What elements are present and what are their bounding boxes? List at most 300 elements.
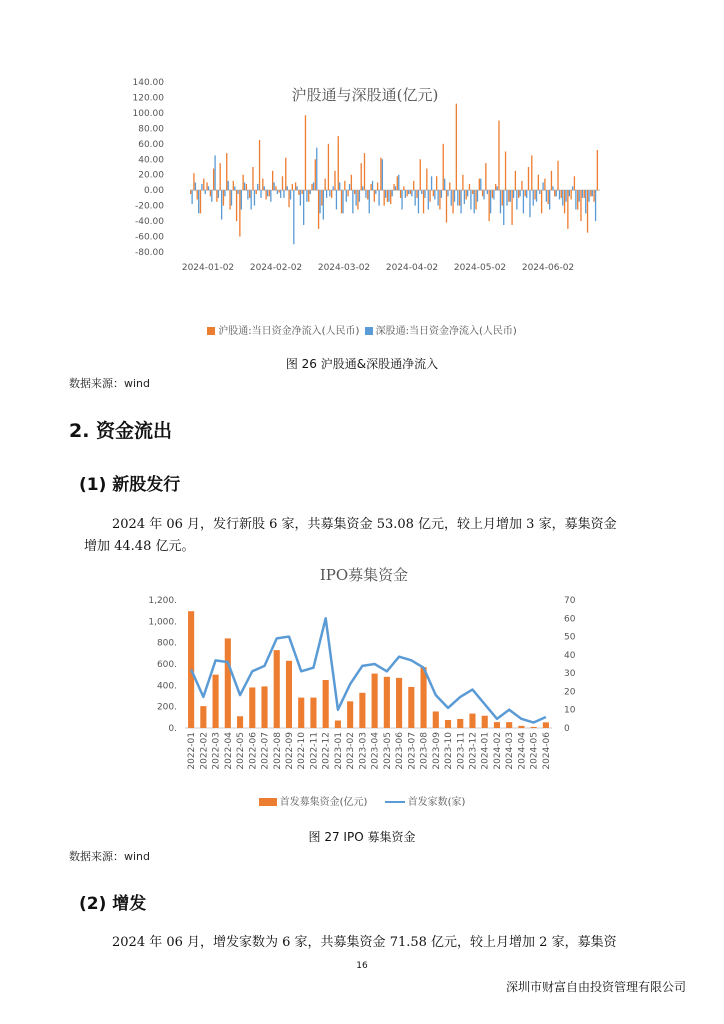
y-right-tick-label: 10 [564, 705, 576, 716]
bar-sz [424, 190, 425, 198]
chart1-title: 沪股通与深股通(亿元) [291, 86, 439, 104]
bar-sz [582, 190, 583, 198]
bar-sh [462, 175, 463, 190]
bar-sh [459, 190, 460, 205]
bar-sz [395, 186, 396, 190]
legend-item-sh: 沪股通:当日资金净流入(人民币) [218, 326, 360, 337]
x-tick-label: 2023-02 [346, 732, 357, 770]
bar-sh [384, 190, 385, 205]
x-tick-label: 2023-03 [358, 732, 369, 770]
x-tick-label: 2023-01 [333, 732, 344, 770]
y-tick-label: -80.00 [134, 248, 164, 258]
bar-sz [214, 155, 215, 190]
bar-sh [233, 181, 234, 190]
bar-sh [502, 190, 503, 205]
x-tick-label: 2024-06 [541, 732, 552, 770]
bar-sh [308, 190, 309, 202]
bar-sh [269, 190, 270, 196]
bar-sh [203, 179, 204, 191]
x-tick-label: 2024-01-02 [181, 263, 235, 273]
bar-sz [293, 190, 294, 244]
bar-sz [441, 190, 442, 198]
bar-sh [541, 190, 542, 213]
bar-sh [206, 182, 207, 190]
bar-sz [264, 186, 265, 190]
y-right-tick-label: 60 [564, 614, 576, 625]
bar-sh [587, 190, 588, 233]
bar-sh [518, 190, 519, 198]
bar-sz [529, 190, 530, 217]
bar-sz [323, 190, 324, 219]
ipo-amount-bar [543, 722, 549, 728]
bar-sh [469, 184, 470, 190]
bar-sz [290, 190, 291, 199]
x-tick-label: 2022-10 [297, 732, 308, 770]
bar-sh [521, 181, 522, 190]
bar-sz [211, 190, 212, 202]
bar-sz [273, 182, 274, 190]
bar-sh [259, 140, 260, 190]
bar-sz [434, 190, 435, 199]
y-tick-label: 120.00 [132, 93, 164, 104]
ipo-amount-bar [396, 678, 402, 728]
bar-sz [362, 186, 363, 190]
bar-sz [477, 190, 478, 202]
bar-sz [221, 190, 222, 219]
bar-sh [364, 153, 365, 190]
bar-sh [439, 190, 440, 209]
ipo-amount-bar [482, 716, 488, 728]
ipo-amount-bar [445, 720, 451, 728]
bar-sh [485, 163, 486, 190]
bar-sh [387, 190, 388, 202]
bar-sz [205, 190, 206, 194]
ipo-amount-bar [213, 675, 219, 728]
bar-sh [275, 186, 276, 190]
bar-sz [398, 175, 399, 190]
bar-sz [388, 190, 389, 202]
bar-sh [351, 175, 352, 190]
x-tick-label: 2023-07 [407, 732, 418, 770]
bar-sh [551, 171, 552, 190]
bar-sz [251, 190, 252, 209]
bar-sz [411, 190, 412, 196]
sub1-paragraph-line2: 增加 44.48 亿元。 [84, 539, 195, 554]
bar-sz [277, 190, 278, 194]
bar-sh [557, 161, 558, 190]
x-tick-label: 2022-12 [321, 732, 332, 770]
bar-sz [241, 190, 242, 209]
bar-sz [300, 190, 301, 205]
ipo-amount-bar [518, 726, 524, 728]
bar-sz [329, 190, 330, 196]
ipo-amount-bar [372, 674, 378, 728]
x-tick-label: 2022-05 [236, 732, 247, 770]
legend-item-ipo-count: 首发家数(家) [407, 797, 466, 808]
ipo-amount-bar [347, 701, 353, 728]
company-footer: 深圳市财富自由投资管理有限公司 [505, 980, 686, 994]
sub2-heading: (2) 增发 [79, 894, 147, 914]
bar-sh [397, 176, 398, 190]
bar-sz [483, 190, 484, 199]
bar-sh [528, 167, 529, 190]
x-tick-label: 2024-04 [517, 732, 528, 770]
bar-sz [296, 186, 297, 190]
bar-sh [341, 190, 342, 213]
bar-sz [523, 190, 524, 213]
bar-sz [487, 190, 488, 194]
bar-sz [208, 186, 209, 190]
bar-sz [405, 190, 406, 198]
y-right-tick-label: 20 [564, 687, 576, 698]
bar-sz [401, 190, 402, 209]
bar-sh [564, 190, 565, 213]
bar-sh [515, 171, 516, 190]
bar-sh [479, 179, 480, 191]
bar-sz [493, 190, 494, 199]
bar-sz [385, 190, 386, 198]
ipo-amount-bar [237, 716, 243, 728]
bar-sz [451, 190, 452, 205]
sub1-paragraph-line1: 2024 年 06 月，发行新股 6 家，共募集资金 53.08 亿元，较上月增加 3 家，募集资金 [112, 517, 617, 532]
bar-sh [475, 190, 476, 209]
bar-sz [546, 190, 547, 202]
bar-sh [213, 169, 214, 191]
bar-sh [534, 190, 535, 199]
sub1-paragraph [84, 514, 664, 558]
bar-sh [252, 167, 253, 190]
bar-sz [198, 190, 199, 213]
x-tick-label: 2022-11 [309, 732, 320, 770]
bar-sz [306, 190, 307, 202]
bar-sh [380, 158, 381, 190]
bar-sz [552, 186, 553, 190]
bar-sz [592, 190, 593, 196]
bar-sh [374, 190, 375, 202]
bar-sh [200, 190, 201, 213]
bar-sz [519, 190, 520, 196]
bar-sh [406, 190, 407, 196]
bar-sz [218, 190, 219, 198]
bar-sz [526, 190, 527, 198]
bar-sh [282, 176, 283, 190]
bar-sz [234, 186, 235, 190]
bar-sh [256, 190, 257, 194]
bar-sh [223, 190, 224, 205]
sub1-heading: (1) 新股发行 [79, 475, 181, 495]
bar-sz [195, 182, 196, 190]
bar-sh [220, 163, 221, 190]
bar-sh [567, 190, 568, 229]
bar-sh [370, 184, 371, 190]
bar-sh [226, 153, 227, 190]
x-tick-label: 2023-05 [382, 732, 393, 770]
bar-sh [495, 184, 496, 190]
ipo-amount-bar [298, 698, 304, 728]
bar-sh [193, 173, 194, 190]
y-tick-label: 140.00 [132, 78, 164, 88]
bar-sh [433, 190, 434, 196]
bar-sh [328, 144, 329, 190]
bar-sh [285, 158, 286, 190]
ipo-amount-bar [286, 661, 292, 728]
ipo-amount-bar [531, 727, 537, 728]
bar-sh [554, 190, 555, 196]
bar-sh [505, 152, 506, 191]
x-tick-label: 2022-08 [272, 732, 283, 770]
bar-sh [367, 190, 368, 199]
bar-sz [470, 190, 471, 209]
bar-sz [595, 190, 596, 221]
bar-sz [556, 190, 557, 196]
bar-sh [246, 184, 247, 190]
bar-sh [288, 190, 289, 207]
bar-sz [313, 182, 314, 190]
y-tick-label: 20.00 [138, 170, 164, 181]
sub2-paragraph: 2024 年 06 月，增发家数为 6 家，共募集资金 71.58 亿元，较上月增加 2 家，募集资 [112, 935, 617, 950]
x-tick-label: 2022-02 [199, 732, 210, 770]
bar-sh [292, 184, 293, 190]
bar-sh [236, 190, 237, 221]
ipo-amount-bar [494, 722, 500, 728]
bar-sz [460, 190, 461, 213]
y-left-tick-label: 400. [156, 681, 177, 692]
bar-sh [584, 190, 585, 198]
y-left-tick-label: 600. [156, 660, 177, 670]
bar-sz [359, 190, 360, 202]
page-number: 16 [356, 961, 368, 971]
bar-sh [331, 190, 332, 198]
ipo-amount-bar [408, 687, 414, 728]
bar-sh [410, 190, 411, 194]
bar-sz [480, 179, 481, 191]
x-tick-label: 2024-01 [480, 732, 491, 770]
bar-sz [569, 190, 570, 196]
bar-sz [539, 190, 540, 194]
bar-sz [254, 190, 255, 205]
x-tick-label: 2022-01 [187, 732, 198, 770]
bar-sh [242, 175, 243, 190]
chart2-legend [0, 793, 724, 808]
bar-sh [210, 190, 211, 196]
bar-sh [262, 179, 263, 191]
bar-sh [538, 175, 539, 190]
bar-sz [542, 182, 543, 190]
bar-sz [559, 190, 560, 199]
bar-sz [454, 190, 455, 202]
bar-sh [239, 190, 240, 236]
x-tick-label: 2024-05 [529, 732, 540, 770]
hk-connect-chart [132, 70, 620, 280]
x-tick-label: 2022-03 [211, 732, 222, 770]
ipo-amount-bar [469, 714, 475, 728]
bar-sh [347, 190, 348, 196]
bar-sh [272, 171, 273, 190]
x-tick-label: 2022-04 [223, 732, 234, 770]
bar-sz [513, 190, 514, 198]
bar-sh [472, 190, 473, 194]
bar-sz [457, 190, 458, 205]
bar-sz [392, 190, 393, 196]
bar-sh [492, 190, 493, 198]
bar-sz [303, 190, 304, 225]
bar-sh [403, 186, 404, 190]
ipo-amount-bar [506, 722, 512, 728]
bar-sz [336, 190, 337, 209]
x-tick-label: 2024-03 [505, 732, 516, 770]
bar-sz [260, 190, 261, 198]
bar-sz [283, 190, 284, 198]
bar-sh [488, 190, 489, 221]
bar-sh [525, 190, 526, 196]
bar-sz [503, 190, 504, 225]
bar-sh [318, 190, 319, 229]
y-tick-label: -60.00 [134, 232, 164, 243]
bar-sh [334, 171, 335, 190]
bar-sz [310, 190, 311, 194]
bar-sz [428, 190, 429, 209]
bar-sz [444, 179, 445, 191]
x-tick-label: 2022-06 [248, 732, 259, 770]
bar-sh [590, 190, 591, 196]
bar-sz [378, 190, 379, 205]
bar-sh [321, 190, 322, 205]
x-tick-label: 2023-09 [431, 732, 442, 770]
bar-sz [231, 190, 232, 205]
bar-sz [565, 190, 566, 202]
bar-sh [570, 190, 571, 199]
bar-sh [456, 104, 457, 191]
y-tick-label: -40.00 [134, 217, 164, 228]
bar-sh [302, 190, 303, 194]
bar-sh [429, 190, 430, 202]
bar-sz [490, 190, 491, 213]
x-tick-label: 2024-05-02 [453, 263, 507, 273]
bar-sz [287, 186, 288, 190]
bar-sh [377, 182, 378, 190]
bar-sz [237, 190, 238, 194]
bar-sh [324, 179, 325, 191]
x-tick-label: 2023-12 [468, 732, 479, 770]
bar-sh [508, 190, 509, 202]
bar-sh [229, 190, 230, 209]
bar-sz [270, 190, 271, 202]
bar-sz [342, 190, 343, 213]
legend-swatch-bar [259, 798, 277, 806]
bar-sz [500, 190, 501, 213]
bar-sz [375, 190, 376, 194]
bar-sh [338, 136, 339, 190]
y-left-tick-label: 0. [168, 724, 177, 734]
figure27-source: 数据来源：wind [69, 850, 151, 863]
bar-sh [279, 190, 280, 192]
bar-sh [574, 176, 575, 190]
legend-item-sz: 深股通:当日资金净流入(人民币) [375, 326, 517, 337]
bar-sh [511, 190, 512, 225]
bar-sz [506, 190, 507, 205]
bar-sh [443, 144, 444, 190]
bar-sz [549, 190, 550, 209]
y-tick-label: 40.00 [138, 155, 164, 166]
x-tick-label: 2024-02 [492, 732, 503, 770]
bar-sh [452, 190, 453, 213]
bar-sz [418, 190, 419, 213]
y-left-tick-label: 1,200. [148, 596, 177, 606]
bar-sz [447, 190, 448, 196]
bar-sh [400, 190, 401, 198]
ipo-amount-bar [420, 667, 426, 728]
bar-sz [585, 190, 586, 213]
y-right-tick-label: 70 [564, 596, 576, 606]
bar-sh [449, 182, 450, 190]
bar-sh [597, 150, 598, 190]
bar-sh [216, 190, 217, 202]
bar-sz [369, 190, 370, 213]
bar-sh [482, 190, 483, 196]
figure26-caption: 图 26 沪股通&深股通净流入 [285, 357, 439, 371]
bar-sh [311, 184, 312, 190]
bar-sz [228, 181, 229, 190]
bar-sh [344, 181, 345, 190]
section2-heading: 2. 资金流出 [69, 420, 173, 442]
bar-sz [339, 182, 340, 190]
bar-sh [190, 190, 191, 194]
bar-sz [533, 190, 534, 205]
bar-sz [280, 190, 281, 198]
y-right-tick-label: 30 [564, 669, 576, 680]
bar-sh [580, 190, 581, 221]
bar-sz [516, 190, 517, 209]
bar-sh [548, 190, 549, 204]
ipo-amount-bar [359, 693, 365, 728]
bar-sz [474, 190, 475, 213]
bar-sh [393, 184, 394, 190]
bar-sz [257, 184, 258, 190]
bar-sh [295, 182, 296, 190]
ipo-amount-bar [384, 677, 390, 728]
bar-sh [577, 190, 578, 209]
x-tick-label: 2023-04 [370, 732, 381, 770]
chart1-legend [0, 322, 724, 337]
bar-sh [420, 159, 421, 190]
bar-sh [436, 176, 437, 190]
x-tick-label: 2023-10 [444, 732, 455, 770]
bar-sz [497, 186, 498, 190]
y-tick-label: 100.00 [132, 108, 164, 119]
bar-sz [326, 190, 327, 198]
bar-sz [333, 186, 334, 190]
bar-sh [426, 169, 427, 191]
x-tick-label: 2024-02-02 [249, 263, 303, 273]
ipo-chart [140, 558, 590, 808]
bar-sz [191, 190, 192, 204]
ipo-amount-bar [249, 687, 255, 728]
bar-sh [305, 115, 306, 190]
y-tick-label: 80.00 [138, 124, 164, 135]
bar-sh [197, 190, 198, 199]
y-left-tick-label: 200. [156, 702, 177, 713]
bar-sh [593, 190, 594, 202]
bar-sh [466, 190, 467, 199]
bar-sz [247, 190, 248, 199]
y-right-tick-label: 40 [564, 650, 576, 661]
y-left-tick-label: 1,000. [148, 617, 177, 628]
bar-sz [575, 190, 576, 209]
y-left-tick-label: 800. [156, 638, 177, 649]
bar-sz [579, 190, 580, 202]
y-right-tick-label: 50 [564, 632, 576, 643]
ipo-amount-bar [200, 706, 206, 728]
